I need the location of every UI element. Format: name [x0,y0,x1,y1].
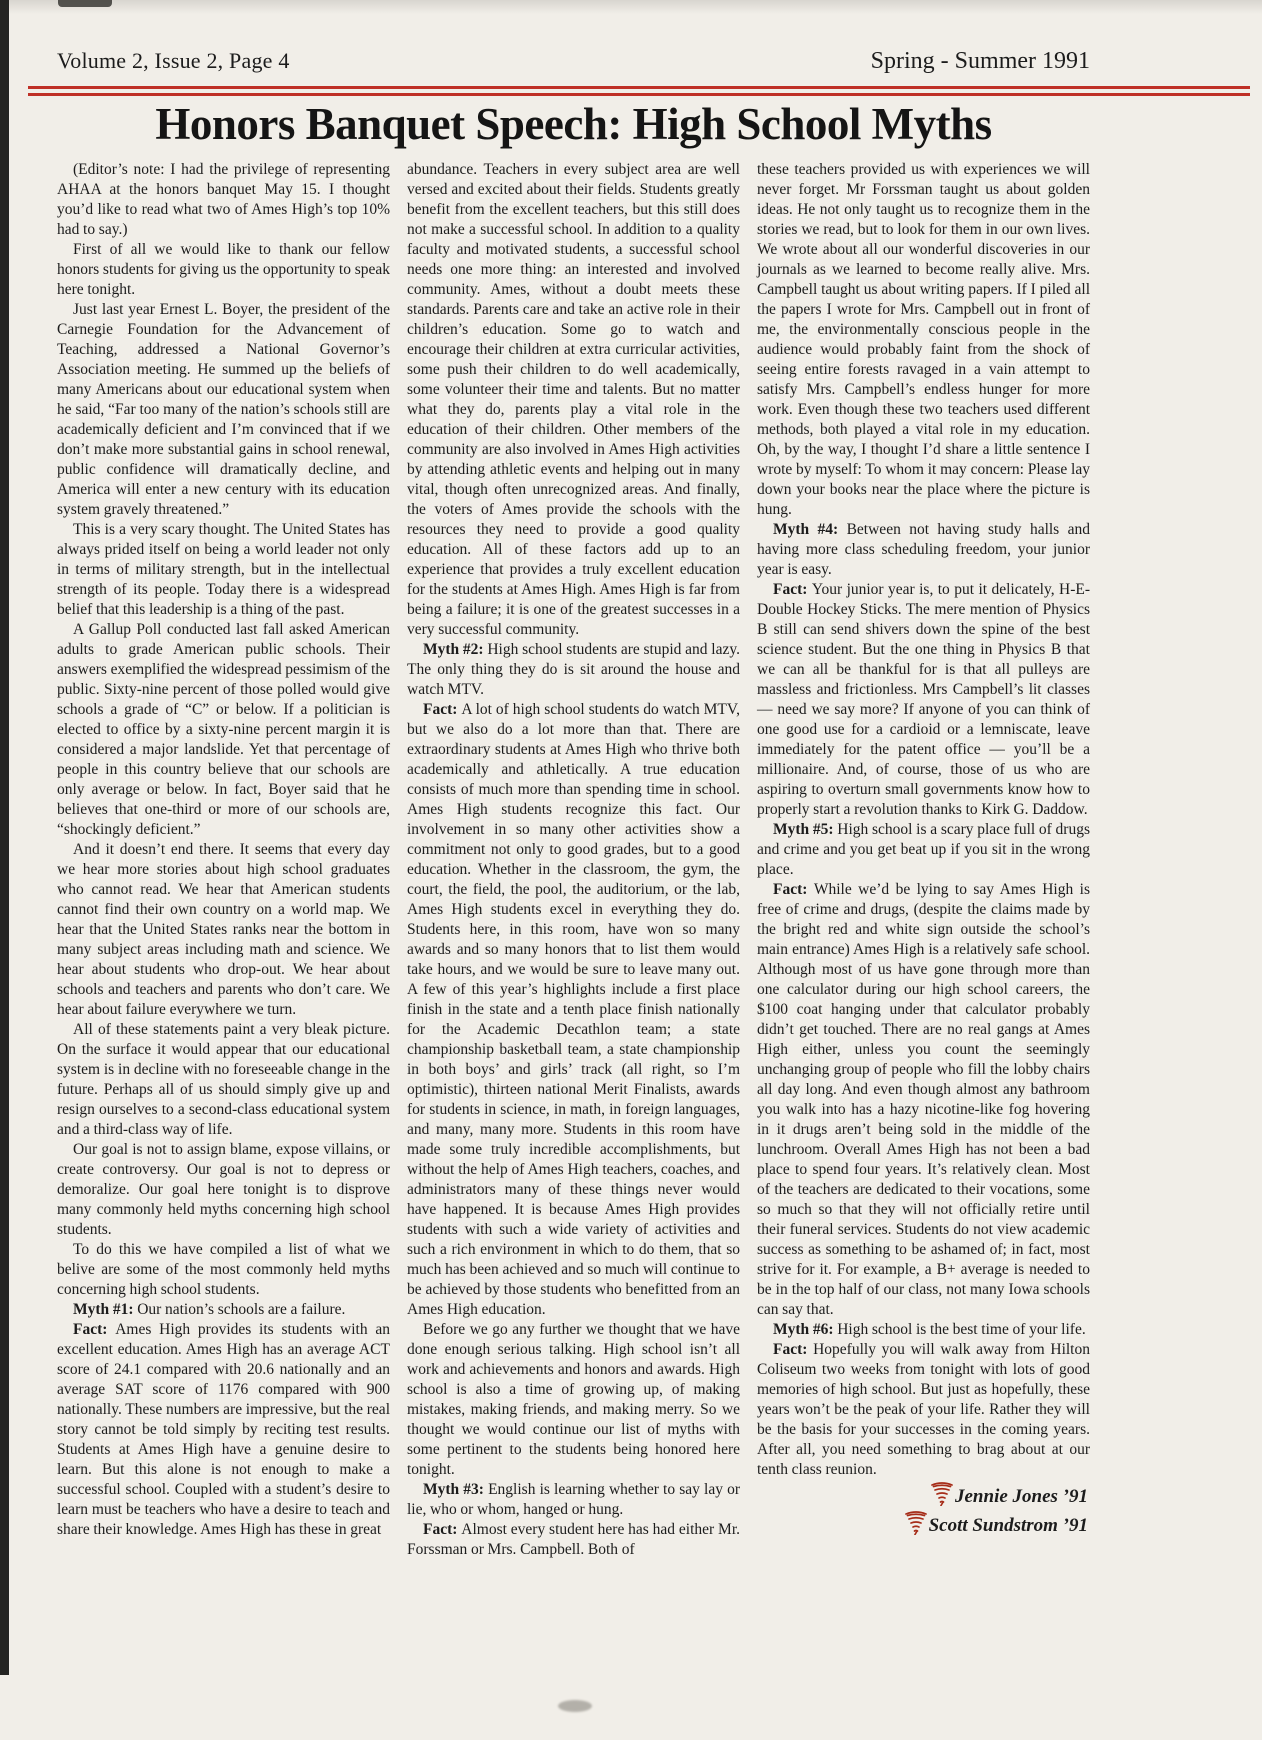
paragraph-lead: Fact: [773,1341,814,1358]
article-column-3 [757,160,1090,1560]
paragraph: Fact: While we’d be lying to say Ames High is free of crime and drugs, (despite the claims made by the bright red and white sign outside the school’s main entrance) Ames High is a relatively safe school. Although most of us have gone through more than one calculator during our high school careers, the $100 coat hanging under that calculator probably didn’t get touched. There are no real gangs at Ames High either, unless you count the seemingly unchanging group of people who fill the lobby chairs all day long. And even though almost any bathroom you walk into has a hazy nicotine-like fog hovering in it drugs aren’t being sold in the middle of the lunchroom. Overall Ames High has not been a bad place to spend four years. It’s relatively clean. Most of the teachers are dedicated to their vocations, some so much so that they will not officially retire until their funeral services. Students do not view academic success as something to be ashamed of; in fact, most strive for it. For example, a B+ average is needed to be in the top half of our class, not many Iowa schools can say that. [757,881,1090,1318]
scan-artifact [58,0,112,7]
paragraph-lead: Fact: [773,581,812,598]
paragraph-lead: Fact: [73,1321,116,1338]
double-rule [28,86,1250,96]
paragraph: Fact: Hopefully you will walk away from Hilton Coliseum two weeks from tonight with lots of good memories of high school. But just as hopefully, these years won’t be the peak of your life. Rather they will be the basis for your successes in the coming years. After all, you need something to brag about at our tenth class reunion. [757,1341,1090,1478]
issue-info: Volume 2, Issue 2, Page 4 [57,48,290,73]
signature-line [757,1511,1088,1542]
paragraph-lead: Fact: [423,1521,462,1538]
paragraph: Fact: A lot of high school students do watch MTV, but we also do a lot more than that. There are extraordinary students at Ames High who thrive both academically and athletically. A true education consists of much more than spending time in school. Ames High students recognize this fact. Our involvement in so many other activities show a commitment not only to good grades, but to a good education. Whether in the classroom, the gym, the court, the field, the pool, the auditorium, or the lab, Ames High students excel in everything they do. Students here, in this room, have won so many awards and so many honors that to list them would take hours, and we would be sure to leave many out. A few of this year’s highlights include a first place finish in the state and a tenth place finish nationally for the Academic Decathlon team; a state championship basketball team, a state championship in both boys’ and girls’ track (all right, so I’m optimistic), thirteen national Merit Finalists, awards for students in science, in math, in foreign languages, and many, many more. Students in this room have made some truly incredible accomplishments, but without the help of Ames High teachers, coaches, and administrators many of these things never would have happened. It is because Ames High provides students with such a wide variety of activities and such a rich environment in which to do them, that so much has been achieved and so much will continue to be achieved by those students who benefitted from an Ames High education. [407,701,740,1318]
paragraph: (Editor’s note: I had the privilege of representing AHAA at the honors banquet May 15. I thought you’d like to read what two of Ames High’s top 10% had to say.) [57,161,390,238]
signature-name: Jennie Jones ’91 [955,1486,1088,1507]
article [57,160,1090,1560]
paragraph-lead: Myth #5: [773,821,838,838]
paragraph: First of all we would like to thank our fellow honors students for giving us the opportunity to speak here tonight. [57,241,390,298]
paragraph: A Gallup Poll conducted last fall asked American adults to grade American public schools. Their answers exemplified the widespread pessimism of the public. Sixty-nine percent of those polled would give schools a grade of “C” or below. If a politician is elected to office by a sixty-nine percent margin it is considered a major landslide. Yet that percentage of people in this country believe that our schools are only average or below. In fact, Boyer said that he believes that one-third or more of our schools are, “shockingly deficient.” [57,621,390,838]
paragraph: Fact: Almost every student here has had either Mr. Forssman or Mrs. Campbell. Both of [407,1521,740,1558]
paragraph: Myth #4: Between not having study halls and having more class scheduling freedom, your junior year is easy. [757,521,1090,578]
paragraph: To do this we have compiled a list of what we belive are some of the most commonly held myths concerning high school students. [57,1241,390,1298]
paragraph: Myth #5: High school is a scary place full of drugs and crime and you get beat up if you sit in the wrong place. [757,821,1090,878]
signature-line [757,1482,1088,1513]
paragraph: All of these statements paint a very bleak picture. On the surface it would appear that our educational system is in decline with no foreseeable change in the future. Perhaps all of us should simply give up and resign ourselves to a second-class educational system and a third-class way of life. [57,1021,390,1138]
paragraph-lead: Myth #2: [423,641,488,658]
signature-name: Scott Sundstrom ’91 [928,1515,1088,1536]
signature-block [757,1482,1090,1542]
tornado-icon [931,1482,953,1513]
paragraph: these teachers provided us with experiences we will never forget. Mr Forssman taught us about golden ideas. He not only taught us to recognize them in the stories we read, but to look for them in our own lives. We wrote about all our wonderful discoveries in our journals as we learned to become really alive. Mrs. Campbell taught us about writing papers. If I piled all the papers I wrote for Mrs. Campbell out in front of me, the environmentally conscious people in the audience would probably faint from the shock of seeing entire forests ravaged in a vain attempt to satisfy Mrs. Campbell’s endless hunger for more work. Even though these two teachers used different methods, both played a vital role in my education. Oh, by the way, I thought I’d share a little sentence I wrote by myself: To whom it may concern: Please lay down your books near the place where the picture is hung. [757,161,1090,518]
paragraph: Myth #6: High school is the best time of your life. [773,1321,1086,1338]
paragraph: Before we go any further we thought that we have done enough serious talking. High school isn’t all work and achievements and honors and awards. High school is also a time of growing up, of making mistakes, making friends, and making merry. So we thought we would continue our list of myths with some pertinent to the students being honored here tonight. [407,1321,740,1478]
masthead [57,48,1090,75]
rule-top [28,86,1250,89]
scan-artifact [558,1700,592,1712]
paragraph-lead: Myth #1: [73,1301,138,1318]
paragraph-lead: Myth #4: [773,521,847,538]
paragraph: Fact: Your junior year is, to put it delicately, H-E-Double Hockey Sticks. The mere mention of Physics B still can send shivers down the spine of the best science student. But the one thing in Physics B that we can all be thankful for is that all pulleys are massless and frictionless. Mrs Campbell’s lit classes — need we say more? If anyone of you can think of one good use for a cardioid or a lemniscate, leave immediately for the patent office — you’ll be a millionaire. And, of course, those of us who are aspiring to overturn small governments know how to properly start a revolution thanks to Kirk G. Daddow. [757,581,1090,818]
page-title: Honors Banquet Speech: High School Myths [155,99,992,149]
article-column-1 [57,160,390,1560]
paragraph: Myth #1: Our nation’s schools are a failure. [73,1301,346,1318]
scan-top-band [0,0,1262,14]
article-column-2 [407,160,740,1560]
paragraph: And it doesn’t end there. It seems that every day we hear more stories about high school graduates who cannot read. We hear that American students cannot find their own country on a world map. We hear that the United States ranks near the bottom in many subject areas including math and science. We hear about students who drop-out. We hear about schools and teachers and parents who don’t care. We hear about failure everywhere we turn. [57,841,390,1018]
paragraph: Just last year Ernest L. Boyer, the president of the Carnegie Foundation for the Advancement of Teaching, addressed a National Governor’s Association meeting. He summed up the beliefs of many Americans about our educational system when he said, “Far too many of the nation’s schools still are academically deficient and I’m convinced that if we don’t make more substantial gains in school renewal, public confidence will dramatically decline, and America will enter a new century with its education system gravely threatened.” [57,301,390,518]
paragraph: This is a very scary thought. The United States has always prided itself on being a world leader not only in terms of military strength, but in the intellectual strength of its people. Today there is a widespread belief that this leadership is a thing of the past. [57,521,390,618]
paragraph-lead: Myth #6: [773,1321,838,1338]
paragraph-lead: Fact: [773,881,814,898]
paragraph-lead: Myth #3: [423,1481,489,1498]
issue-date: Spring - Summer 1991 [870,48,1090,74]
column-paragraphs [407,160,740,1560]
paragraph: abundance. Teachers in every subject area are well versed and excited about their fields. Students greatly benefit from the excellent teachers, but this still does not make a successful school. In addition to a quality faculty and motivated students, a successful school needs one more thing: an interested and involved community. Ames, without a doubt meets these standards. Parents care and take an active role in their children’s education. Some go to watch and encourage their children at extra curricular activities, some push their children to do well academically, some volunteer their time and talents. But no matter what they do, parents play a vital role in the education of their children. Other members of the community are also involved in Ames High activities by attending athletic events and helping out in many vital, though often unrecognized areas. And finally, the voters of Ames provide the schools with the resources they need to provide a good quality education. All of these factors add up to an experience that provides a truly excellent education for the students at Ames High. Ames High is far from being a failure; it is one of the greatest successes in a very successful community. [407,161,740,638]
scan-left-edge [0,0,9,1675]
paragraph: Myth #3: English is learning whether to say lay or lie, who or whom, hanged or hung. [407,1481,740,1518]
paragraph: Fact: Ames High provides its students with an excellent education. Ames High has an average ACT score of 24.1 compared with 20.6 nationally and an average SAT score of 1176 compared with 900 nationally. These numbers are impressive, but the real story cannot be told simply by reciting test results. Students at Ames High have a genuine desire to learn. But this alone is not enough to make a successful school. Coupled with a student’s desire to learn must be teachers who have a desire to teach and share their knowledge. Ames High has these in great [57,1321,390,1538]
tornado-icon [905,1511,927,1542]
paragraph: Our goal is not to assign blame, expose villains, or create controversy. Our goal is not to depress or demoralize. Our goal here tonight is to disprove many commonly held myths concerning high school students. [57,1141,390,1238]
paragraph: Myth #2: High school students are stupid and lazy. The only thing they do is sit around the house and watch MTV. [407,641,740,698]
column-paragraphs [757,160,1090,1480]
column-paragraphs [57,160,390,1540]
paragraph-lead: Fact: [423,701,462,718]
rule-bottom [28,93,1250,96]
